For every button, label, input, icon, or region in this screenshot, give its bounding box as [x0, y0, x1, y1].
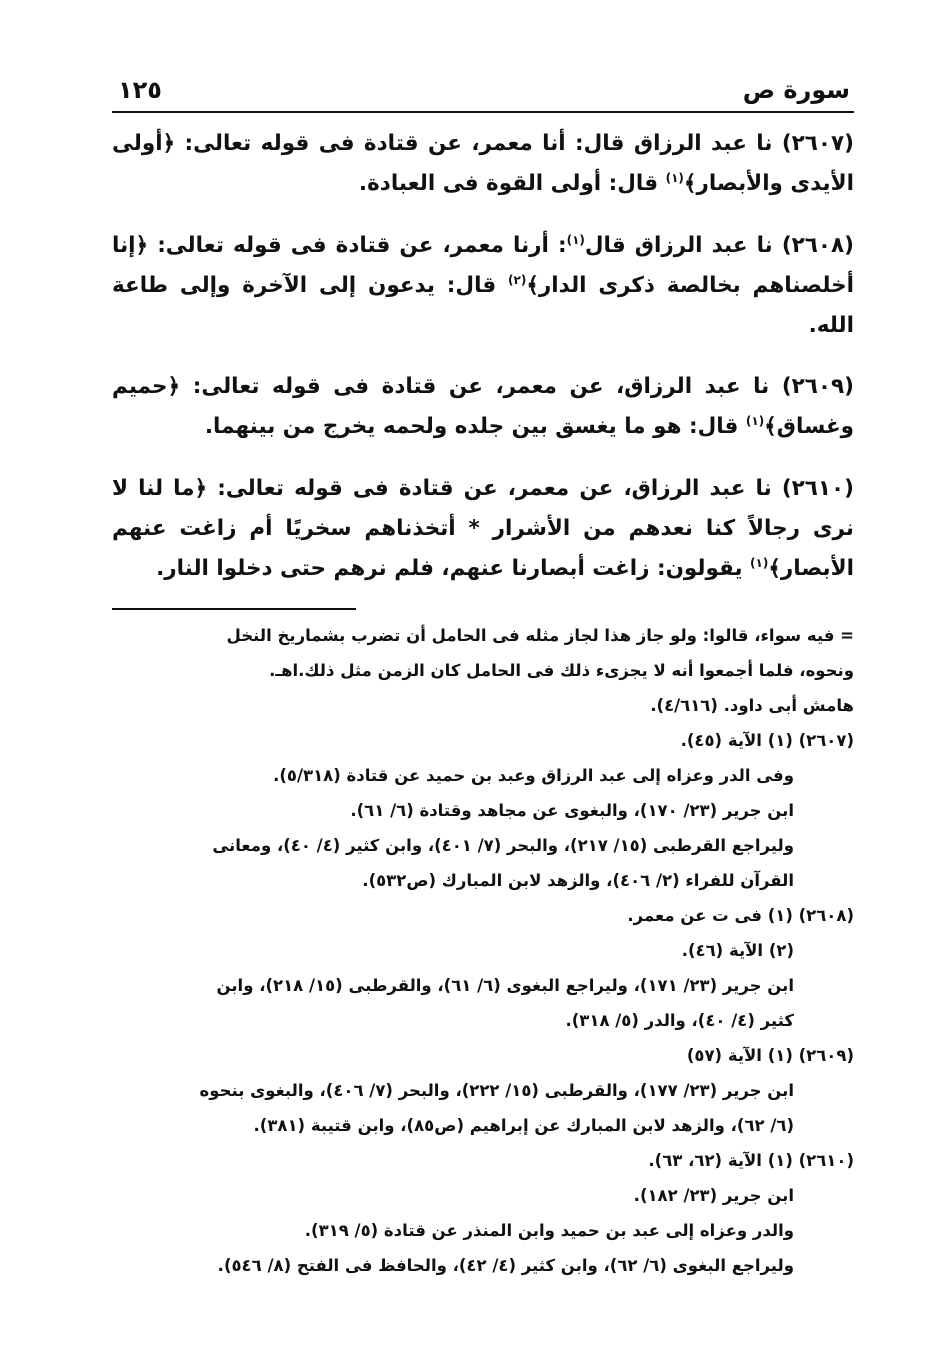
footnote-line: (٦/ ٦٢)، والزهد لابن المبارك عن إبراهيم (ص٨٥)، وابن قتيبة (٣٨١).: [253, 1116, 794, 1135]
entry-text-mid: : أرنا معمر، عن قتادة فى قوله تعالى:: [148, 232, 567, 258]
footnote-line: كثير (٤/ ٤٠)، والدر (٥/ ٣١٨).: [565, 1011, 794, 1030]
footnote-line: (٢٦٠٧) (١) الآية (٤٥).: [680, 731, 854, 750]
entry-2610: [112, 469, 854, 589]
page-header: [118, 74, 850, 106]
entry-text-after: قال: هو ما يغسق بين جلده ولحمه يخرج من بينهما.: [204, 414, 739, 439]
entry-text-after: قال: أولى القوة فى العبادة.: [358, 171, 659, 196]
footnote-line: وليراجع البغوى (٦/ ٦٢)، وابن كثير (٤/ ٤٢)، والحافظ فى الفتح (٨/ ٥٤٦).: [217, 1256, 794, 1275]
footnote-line: القرآن للفراء (٢/ ٤٠٦)، والزهد لابن المبارك (ص٥٣٢).: [362, 871, 794, 890]
footnote-line: ابن جرير (٢٣/ ١٧٧)، والقرطبى (١٥/ ٢٢٢)، والبحر (٧/ ٤٠٦)، والبغوى بنحوه: [199, 1081, 794, 1100]
main-text: [112, 120, 854, 595]
footnote-separator: [112, 608, 356, 610]
footnote-line: ابن جرير (٢٣/ ١٧٠)، والبغوى عن مجاهد وقتادة (٦/ ٦١).: [350, 801, 794, 820]
footnote-line: وليراجع القرطبى (١٥/ ٢١٧)، والبحر (٧/ ٤٠١)، وابن كثير (٤/ ٤٠)، ومعانى: [212, 836, 794, 855]
entry-text: نا عبد الرزاق قال: [584, 232, 773, 258]
entry-number: (٢٦٠٨): [781, 232, 854, 258]
footnote-line: ابن جرير (٢٣/ ١٨٢).: [633, 1186, 794, 1205]
footnote-ref: (١): [745, 413, 765, 428]
page-number: ١٢٥: [118, 76, 162, 104]
entry-2609: [112, 367, 854, 447]
footnote-line: (٢٦٠٨) (١) فى ت عن معمر.: [627, 906, 854, 925]
verse-quote: ﴿حميم وغساق﴾: [112, 374, 854, 439]
header-rule: [112, 111, 854, 113]
verse-quote: ﴿أولى الأيدى والأبصار﴾: [112, 131, 854, 196]
footnote-ref: (٢): [508, 272, 527, 287]
footnote-line: ابن جرير (٢٣/ ١٧١)، وليراجع البغوى (٦/ ٦١)، والقرطبى (١٥/ ٢١٨)، وابن: [216, 976, 794, 995]
entry-2608: [112, 226, 854, 346]
verse-quote: ﴿إنا أخلصناهم بخالصة ذكرى الدار﴾: [112, 232, 854, 298]
entry-text: نا عبد الرزاق قال: أنا معمر، عن قتادة فى قوله تعالى:: [175, 131, 773, 156]
footnote-line: ونحوه، فلما أجمعوا أنه لا يجزىء ذلك فى الحامل كان الزمن مثل ذلك.اهـ.: [269, 661, 854, 680]
entry-number: (٢٦٠٩): [781, 374, 854, 399]
footnote-line: والدر وعزاه إلى عبد بن حميد وابن المنذر عن قتادة (٥/ ٣١٩).: [304, 1221, 794, 1240]
footnote-line: (٢٦١٠) (١) الآية (٦٢، ٦٣).: [648, 1151, 854, 1170]
entry-number: (٢٦١٠): [781, 475, 854, 501]
footnote-ref: (١): [566, 232, 585, 247]
entry-text: نا عبد الرزاق، عن معمر، عن قتادة فى قوله تعالى:: [207, 475, 772, 501]
footnote-ref: (١): [665, 170, 684, 185]
footnote-line: (٢٦٠٩) (١) الآية (٥٧): [686, 1046, 854, 1065]
footnote-ref: (١): [750, 555, 769, 570]
entry-2607: [112, 124, 854, 204]
entry-text-after: قال: يدعون إلى الآخرة وإلى طاعة الله.: [112, 272, 854, 338]
footnote-line: = فيه سواء، قالوا: ولو جاز هذا لجاز مثله فى الحامل أن تضرب بشماريخ النخل: [226, 626, 854, 645]
entry-number: (٢٦٠٧): [781, 131, 854, 156]
footnote-line: هامش أبى داود. (٤/٦١٦).: [650, 696, 854, 715]
footnote-line: (٢) الآية (٤٦).: [681, 941, 794, 960]
entry-text: نا عبد الرزاق، عن معمر، عن قتادة فى قوله تعالى:: [180, 374, 770, 399]
entry-text-after: يقولون: زاغت أبصارنا عنهم، فلم نرهم حتى دخلوا النار.: [156, 555, 743, 581]
verse-quote: ﴿ما لنا لا نرى رجالاً كنا نعدهم من الأشرار * أتخذناهم سخريًا أم زاغت عنهم الأبصار﴾: [112, 475, 854, 581]
footnote-line: وفى الدر وعزاه إلى عبد الرزاق وعبد بن حميد عن قتادة (٥/٣١٨).: [273, 766, 794, 785]
surah-title: سورة ص: [742, 76, 850, 104]
footnotes: [112, 618, 854, 1283]
